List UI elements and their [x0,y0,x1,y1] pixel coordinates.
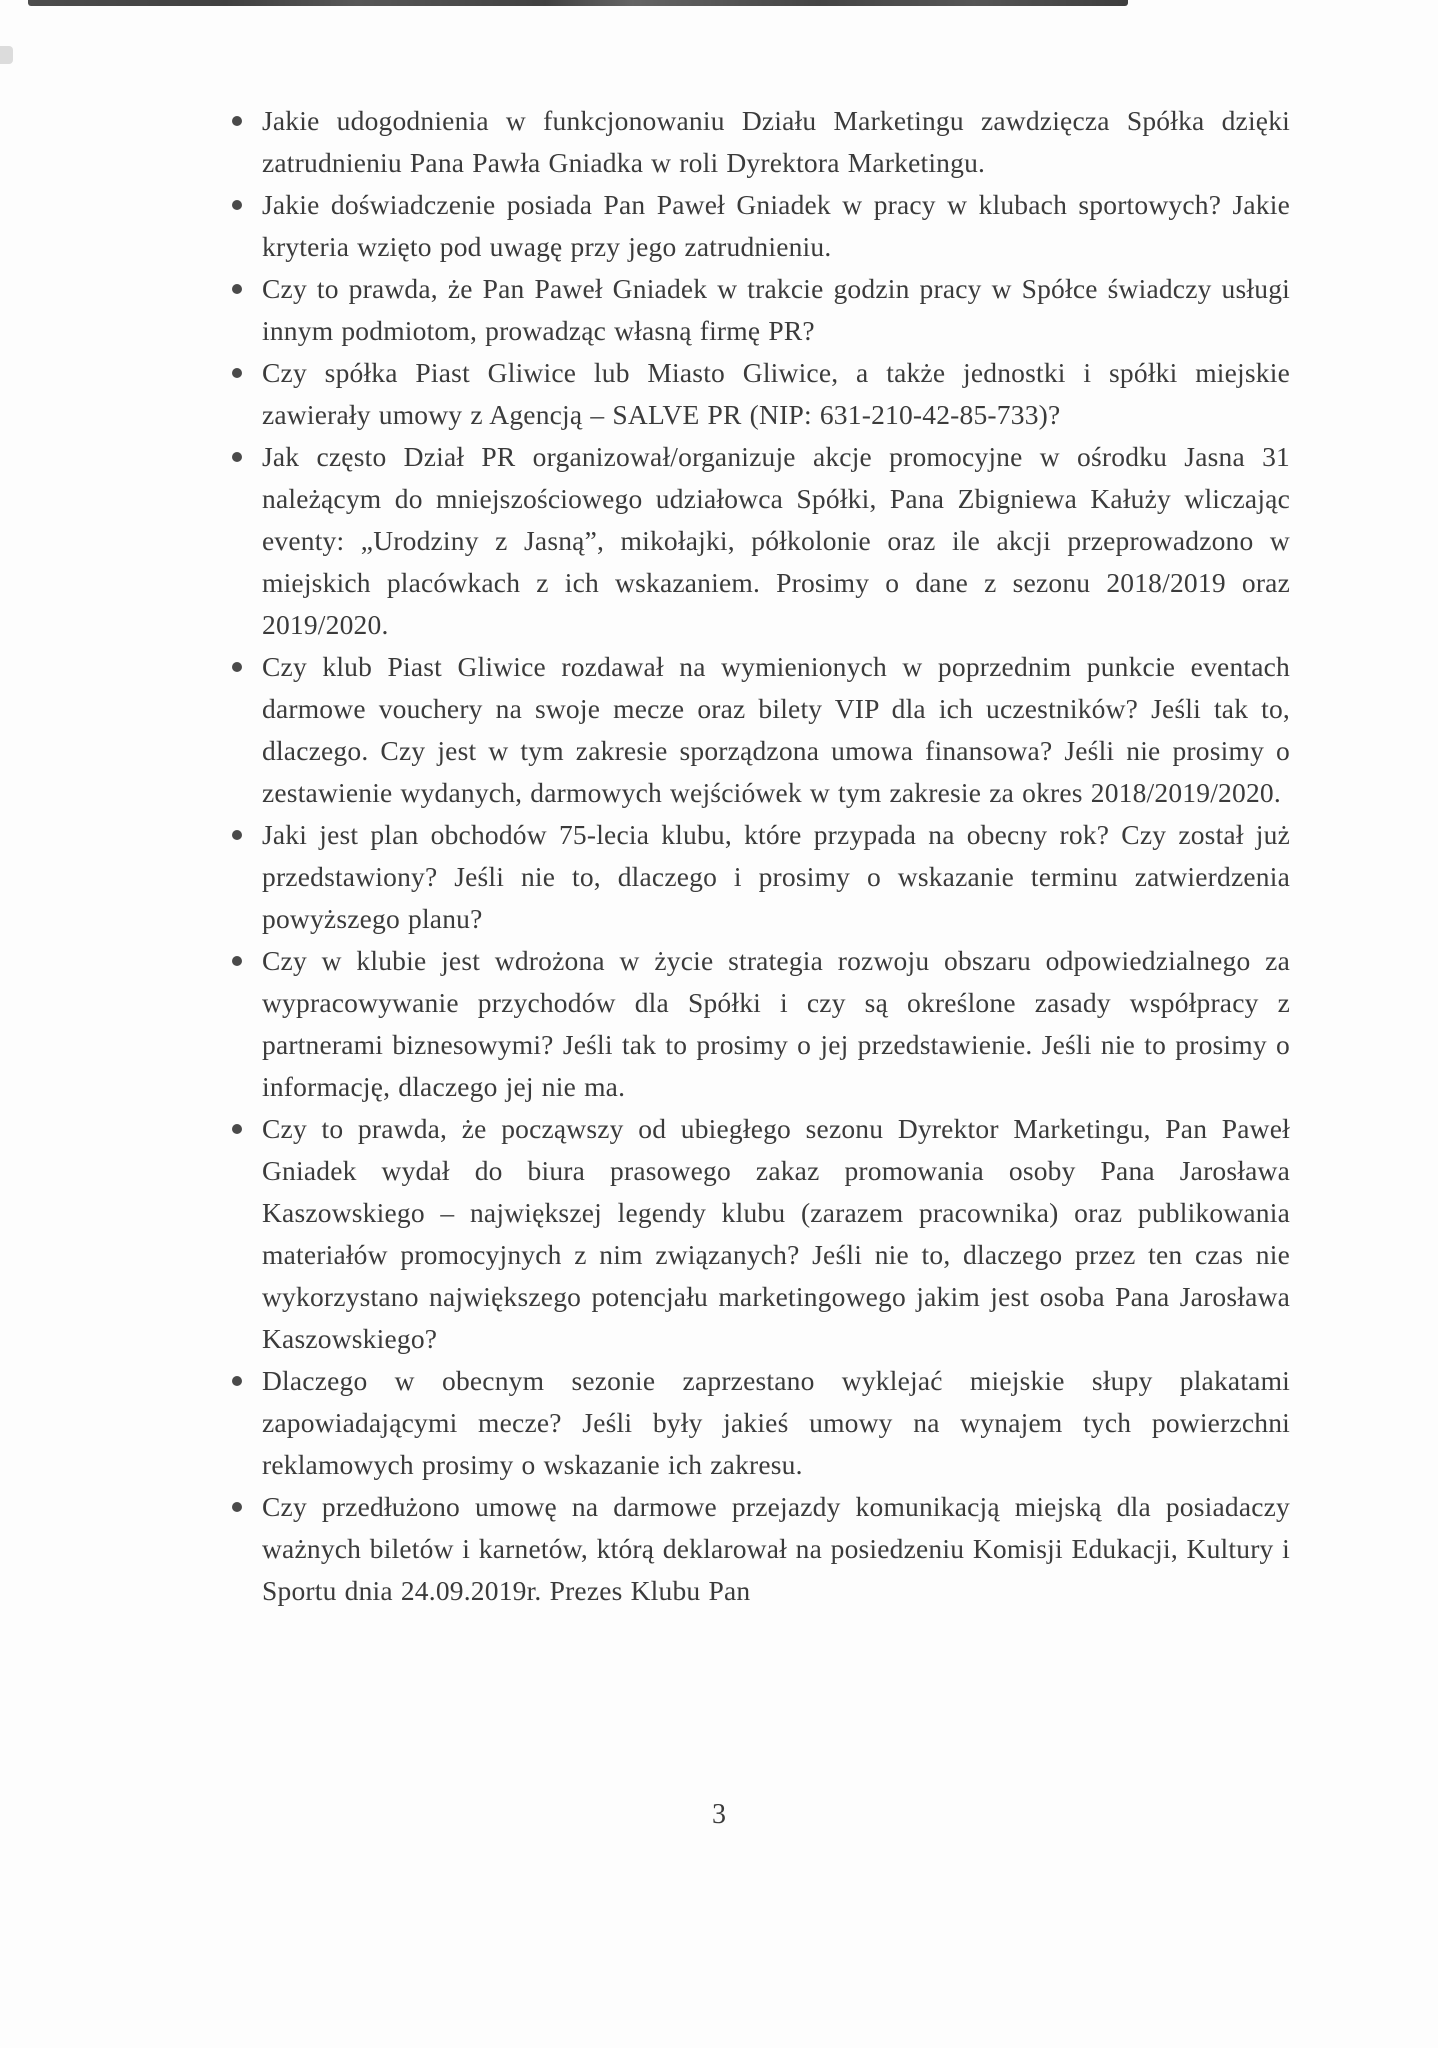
list-item: Czy w klubie jest wdrożona w życie strategia rozwoju obszaru odpowiedzialnego za wypracowywanie przychodów dla Spółki i czy są określone zasady współpracy z partnerami biznesowymi? Jeśli tak to prosimy o jej przedstawienie. Jeśli nie to prosimy o informację, dlaczego jej nie ma. [222,940,1290,1108]
list-item: Czy to prawda, że począwszy od ubiegłego sezonu Dyrektor Marketingu, Pan Paweł Gniadek wydał do biura prasowego zakaz promowania osoby Pana Jarosława Kaszowskiego – największej legendy klubu (zarazem pracownika) oraz publikowania materiałów promocyjnych z nim związanych? Jeśli nie to, dlaczego przez ten czas nie wykorzystano największego potencjału marketingowego jakim jest osoba Pana Jarosława Kaszowskiego? [222,1108,1290,1360]
list-item: Czy przedłużono umowę na darmowe przejazdy komunikacją miejską dla posiadaczy ważnych biletów i karnetów, którą deklarował na posiedzeniu Komisji Edukacji, Kultury i Sportu dnia 24.09.2019r. Prezes Klubu Pan [222,1486,1290,1612]
page-number: 3 [712,1799,726,1830]
list-item: Dlaczego w obecnym sezonie zaprzestano wyklejać miejskie słupy plakatami zapowiadającymi mecze? Jeśli były jakieś umowy na wynajem tych powierzchni reklamowych prosimy o wskazanie ich zakresu. [222,1360,1290,1486]
scan-artifact-left [0,46,13,64]
list-item: Jakie udogodnienia w funkcjonowaniu Działu Marketingu zawdzięcza Spółka dzięki zatrudnieniu Pana Pawła Gniadka w roli Dyrektora Marketingu. [222,100,1290,184]
question-list [222,100,1290,1612]
list-item: Czy spółka Piast Gliwice lub Miasto Gliwice, a także jednostki i spółki miejskie zawierały umowy z Agencją – SALVE PR (NIP: 631-210-42-85-733)? [222,352,1290,436]
list-item: Jaki jest plan obchodów 75-lecia klubu, które przypada na obecny rok? Czy został już przedstawiony? Jeśli nie to, dlaczego i prosimy o wskazanie terminu zatwierdzenia powyższego planu? [222,814,1290,940]
list-item: Jakie doświadczenie posiada Pan Paweł Gniadek w pracy w klubach sportowych? Jakie kryteria wzięto pod uwagę przy jego zatrudnieniu. [222,184,1290,268]
scan-artifact-top [28,0,1128,6]
list-item: Czy klub Piast Gliwice rozdawał na wymienionych w poprzednim punkcie eventach darmowe vouchery na swoje mecze oraz bilety VIP dla ich uczestników? Jeśli tak to, dlaczego. Czy jest w tym zakresie sporządzona umowa finansowa? Jeśli nie prosimy o zestawienie wydanych, darmowych wejściówek w tym zakresie za okres 2018/2019/2020. [222,646,1290,814]
list-item: Jak często Dział PR organizował/organizuje akcje promocyjne w ośrodku Jasna 31 należącym do mniejszościowego udziałowca Spółki, Pana Zbigniewa Kałuży wliczając eventy: „Urodziny z Jasną”, mikołajki, półkolonie oraz ile akcji przeprowadzono w miejskich placówkach z ich wskazaniem. Prosimy o dane z sezonu 2018/2019 oraz 2019/2020. [222,436,1290,646]
list-item: Czy to prawda, że Pan Paweł Gniadek w trakcie godzin pracy w Spółce świadczy usługi innym podmiotom, prowadząc własną firmę PR? [222,268,1290,352]
